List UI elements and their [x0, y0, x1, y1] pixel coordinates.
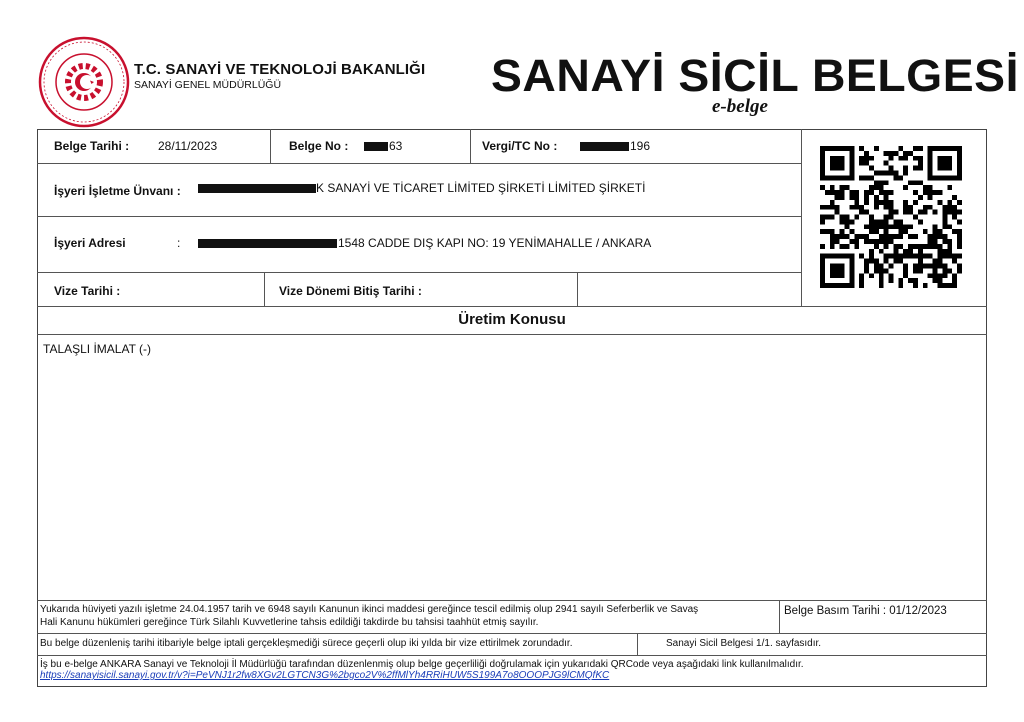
page-info: Sanayi Sicil Belgesi 1/1. sayfasıdır.	[666, 638, 822, 649]
divider	[37, 334, 987, 335]
adres-value: 1548 CADDE DIŞ KAPI NO: 19 YENİMAHALLE / ANKARA	[338, 236, 652, 250]
divider	[37, 272, 801, 273]
divider	[37, 216, 801, 217]
vize-bitis-label: Vize Dönemi Bitiş Tarihi :	[279, 284, 422, 298]
validity-text: Bu belge düzenleniş tarihi itibariyle belge iptali gerçekleşmediği sürece geçerli olup iki yılda bir vize ettirilmek zorundadır.	[40, 638, 573, 649]
legal-text-line2: Hali Kanunu hükümleri gereğince Türk Silahlı Kuvvetlerine tahsis edildiği takdirde bu tahsisi taahhüt etmiş sayılır.	[40, 617, 539, 628]
unvan-label: İşyeri İşletme Ünvanı :	[54, 184, 181, 198]
directorate-name: SANAYİ GENEL MÜDÜRLÜĞÜ	[134, 79, 282, 91]
divider	[801, 129, 802, 306]
redaction-mark	[198, 184, 316, 193]
ministry-name: T.C. SANAYİ VE TEKNOLOJİ BAKANLIĞI	[134, 61, 426, 78]
redaction-mark	[580, 142, 629, 151]
verification-text: İş bu e-belge ANKARA Sanayi ve Teknoloji İl Müdürlüğü tarafından düzenlenmiş olup belge geçerliliği doğrulamak için yukarıdaki QRCode veya aşağıdaki link kullanılmalıdır.	[40, 659, 804, 670]
verification-link[interactable]: https://sanayisicil.sanayi.gov.tr/v?i=PeVNJ1r2fw8XGv2LGTCN3G%2bgco2V%2ffMlYh4RRiHUW5S199A7o8OOOPJG9lCMQfKC	[40, 670, 610, 681]
print-date: Belge Basım Tarihi : 01/12/2023	[784, 605, 947, 617]
divider	[37, 163, 801, 164]
adres-colon: :	[177, 236, 181, 250]
unvan-value: K SANAYİ VE TİCARET LİMİTED ŞİRKETİ LİMİTED ŞİRKETİ	[316, 181, 646, 195]
uretim-konusu-heading: Üretim Konusu	[458, 311, 566, 328]
redaction-mark	[198, 239, 337, 248]
divider	[637, 633, 638, 655]
divider	[779, 600, 780, 633]
divider	[264, 272, 265, 306]
belge-tarihi-value: 28/11/2023	[158, 139, 218, 153]
belge-no-label: Belge No :	[289, 139, 349, 153]
qr-code[interactable]	[820, 146, 962, 288]
divider	[37, 655, 987, 656]
vergi-no-value: 196	[630, 139, 651, 153]
belge-tarihi-label: Belge Tarihi :	[54, 139, 130, 153]
legal-text-line1: Yukarıda hüviyeti yazılı işletme 24.04.1957 tarih ve 6948 sayılı Kanunun ikinci maddesi gereğince tescil edilmiş olup 2941 sayılı Seferberlik ve Savaş	[40, 604, 699, 615]
divider	[470, 129, 471, 163]
divider	[37, 633, 987, 634]
document-title: SANAYİ SİCİL BELGESİ	[491, 50, 1020, 101]
divider	[270, 129, 271, 163]
ministry-seal-logo	[38, 36, 130, 128]
production-item: TALAŞLI İMALAT (-)	[43, 342, 152, 356]
e-belge-label: e-belge	[712, 96, 768, 117]
divider	[577, 272, 578, 306]
vergi-no-label: Vergi/TC No :	[482, 139, 558, 153]
adres-label: İşyeri Adresi	[54, 236, 126, 250]
divider	[37, 306, 987, 307]
redaction-mark	[364, 142, 388, 151]
belge-no-value: 63	[389, 139, 403, 153]
divider	[37, 600, 987, 601]
vize-tarihi-label: Vize Tarihi :	[54, 284, 121, 298]
